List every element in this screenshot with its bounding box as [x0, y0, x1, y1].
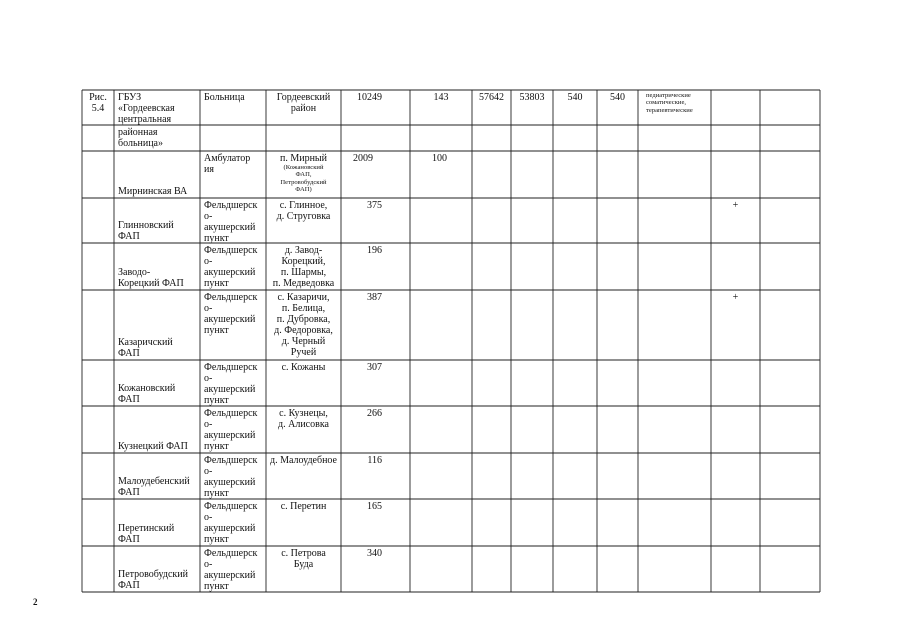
service-area-note: (Кожановский ФАП, Петровобудский ФАП) [280, 164, 327, 194]
facility-type: Фельдшерск о- акушерский пункт [204, 200, 258, 244]
service-area: с. Кузнецы, д. Алисовка [278, 408, 329, 430]
figure-label: Рис. 5.4 [89, 92, 107, 114]
service-area: п. Мирный [279, 153, 328, 164]
plus-mark: + [732, 292, 739, 303]
service-area: д. Завод- Корецкий, п. Шармы, п. Медведовка [272, 245, 335, 289]
organization-name: ГБУЗ «Гордеевская центральная [118, 92, 175, 125]
service-area: с. Казаричи, п. Белица, п. Дубровка, д. Федоровка, д. Черный Ручей [274, 292, 333, 358]
facility-type: Фельдшерск о- акушерский пункт [204, 501, 258, 545]
facility-type: Фельдшерск о- акушерский пункт [204, 292, 258, 336]
population-value: 10249 [357, 92, 382, 103]
population-value: 266 [367, 408, 382, 419]
population-value: 375 [367, 200, 382, 211]
population-value: 307 [367, 362, 382, 373]
facility-type: Больница [204, 92, 245, 103]
organization-name: Перетинский ФАП [118, 523, 175, 545]
value-cell: 540 [567, 92, 583, 103]
population-value: 340 [367, 548, 382, 559]
organization-name: Казаричский ФАП [118, 337, 173, 359]
beds-value: 143 [433, 92, 449, 103]
organization-name: Заводо- Корецкий ФАП [118, 267, 184, 289]
organization-name: Петровобудский ФАП [118, 569, 188, 591]
beds-value: 100 [432, 153, 447, 164]
value-cell: 540 [610, 92, 625, 103]
service-area: с. Глинное, д. Струговка [276, 200, 331, 222]
organization-name: Глинновский ФАП [118, 220, 174, 242]
organization-name: Кожановский ФАП [118, 383, 176, 405]
service-area: с. Перетин [280, 501, 327, 512]
organization-name: Кузнецкий ФАП [118, 441, 188, 452]
organization-name: Мирнинская ВА [118, 186, 188, 197]
organization-name: Малоудебенский ФАП [118, 476, 190, 498]
population-value: 2009 [353, 153, 373, 164]
facility-type: Фельдшерск о- акушерский пункт [204, 408, 258, 452]
plus-mark: + [732, 200, 739, 211]
service-area: с. Петрова Буда [281, 548, 326, 570]
service-area: Гордеевский район [276, 92, 331, 114]
facility-type: Фельдшерск о- акушерский пункт [204, 455, 258, 499]
value-cell: 57642 [479, 92, 504, 103]
population-value: 387 [367, 292, 382, 303]
service-area: с. Кожаны [281, 362, 326, 373]
value-cell: 53803 [519, 92, 545, 103]
facility-type: Амбулатор ия [204, 153, 251, 175]
service-area: д. Малоудебное [269, 455, 337, 466]
population-value: 116 [367, 455, 382, 466]
page-number: 2 [33, 597, 38, 607]
population-value: 196 [367, 245, 382, 256]
organization-name: районная больница» [118, 127, 163, 149]
facility-type: Фельдшерск о- акушерский пункт [204, 548, 258, 592]
profile-cell: педиатрические соматические, терапевтические [646, 92, 693, 114]
facility-type: Фельдшерск о- акушерский пункт [204, 245, 258, 289]
population-value: 165 [367, 501, 382, 512]
facility-type: Фельдшерск о- акушерский пункт [204, 362, 258, 406]
